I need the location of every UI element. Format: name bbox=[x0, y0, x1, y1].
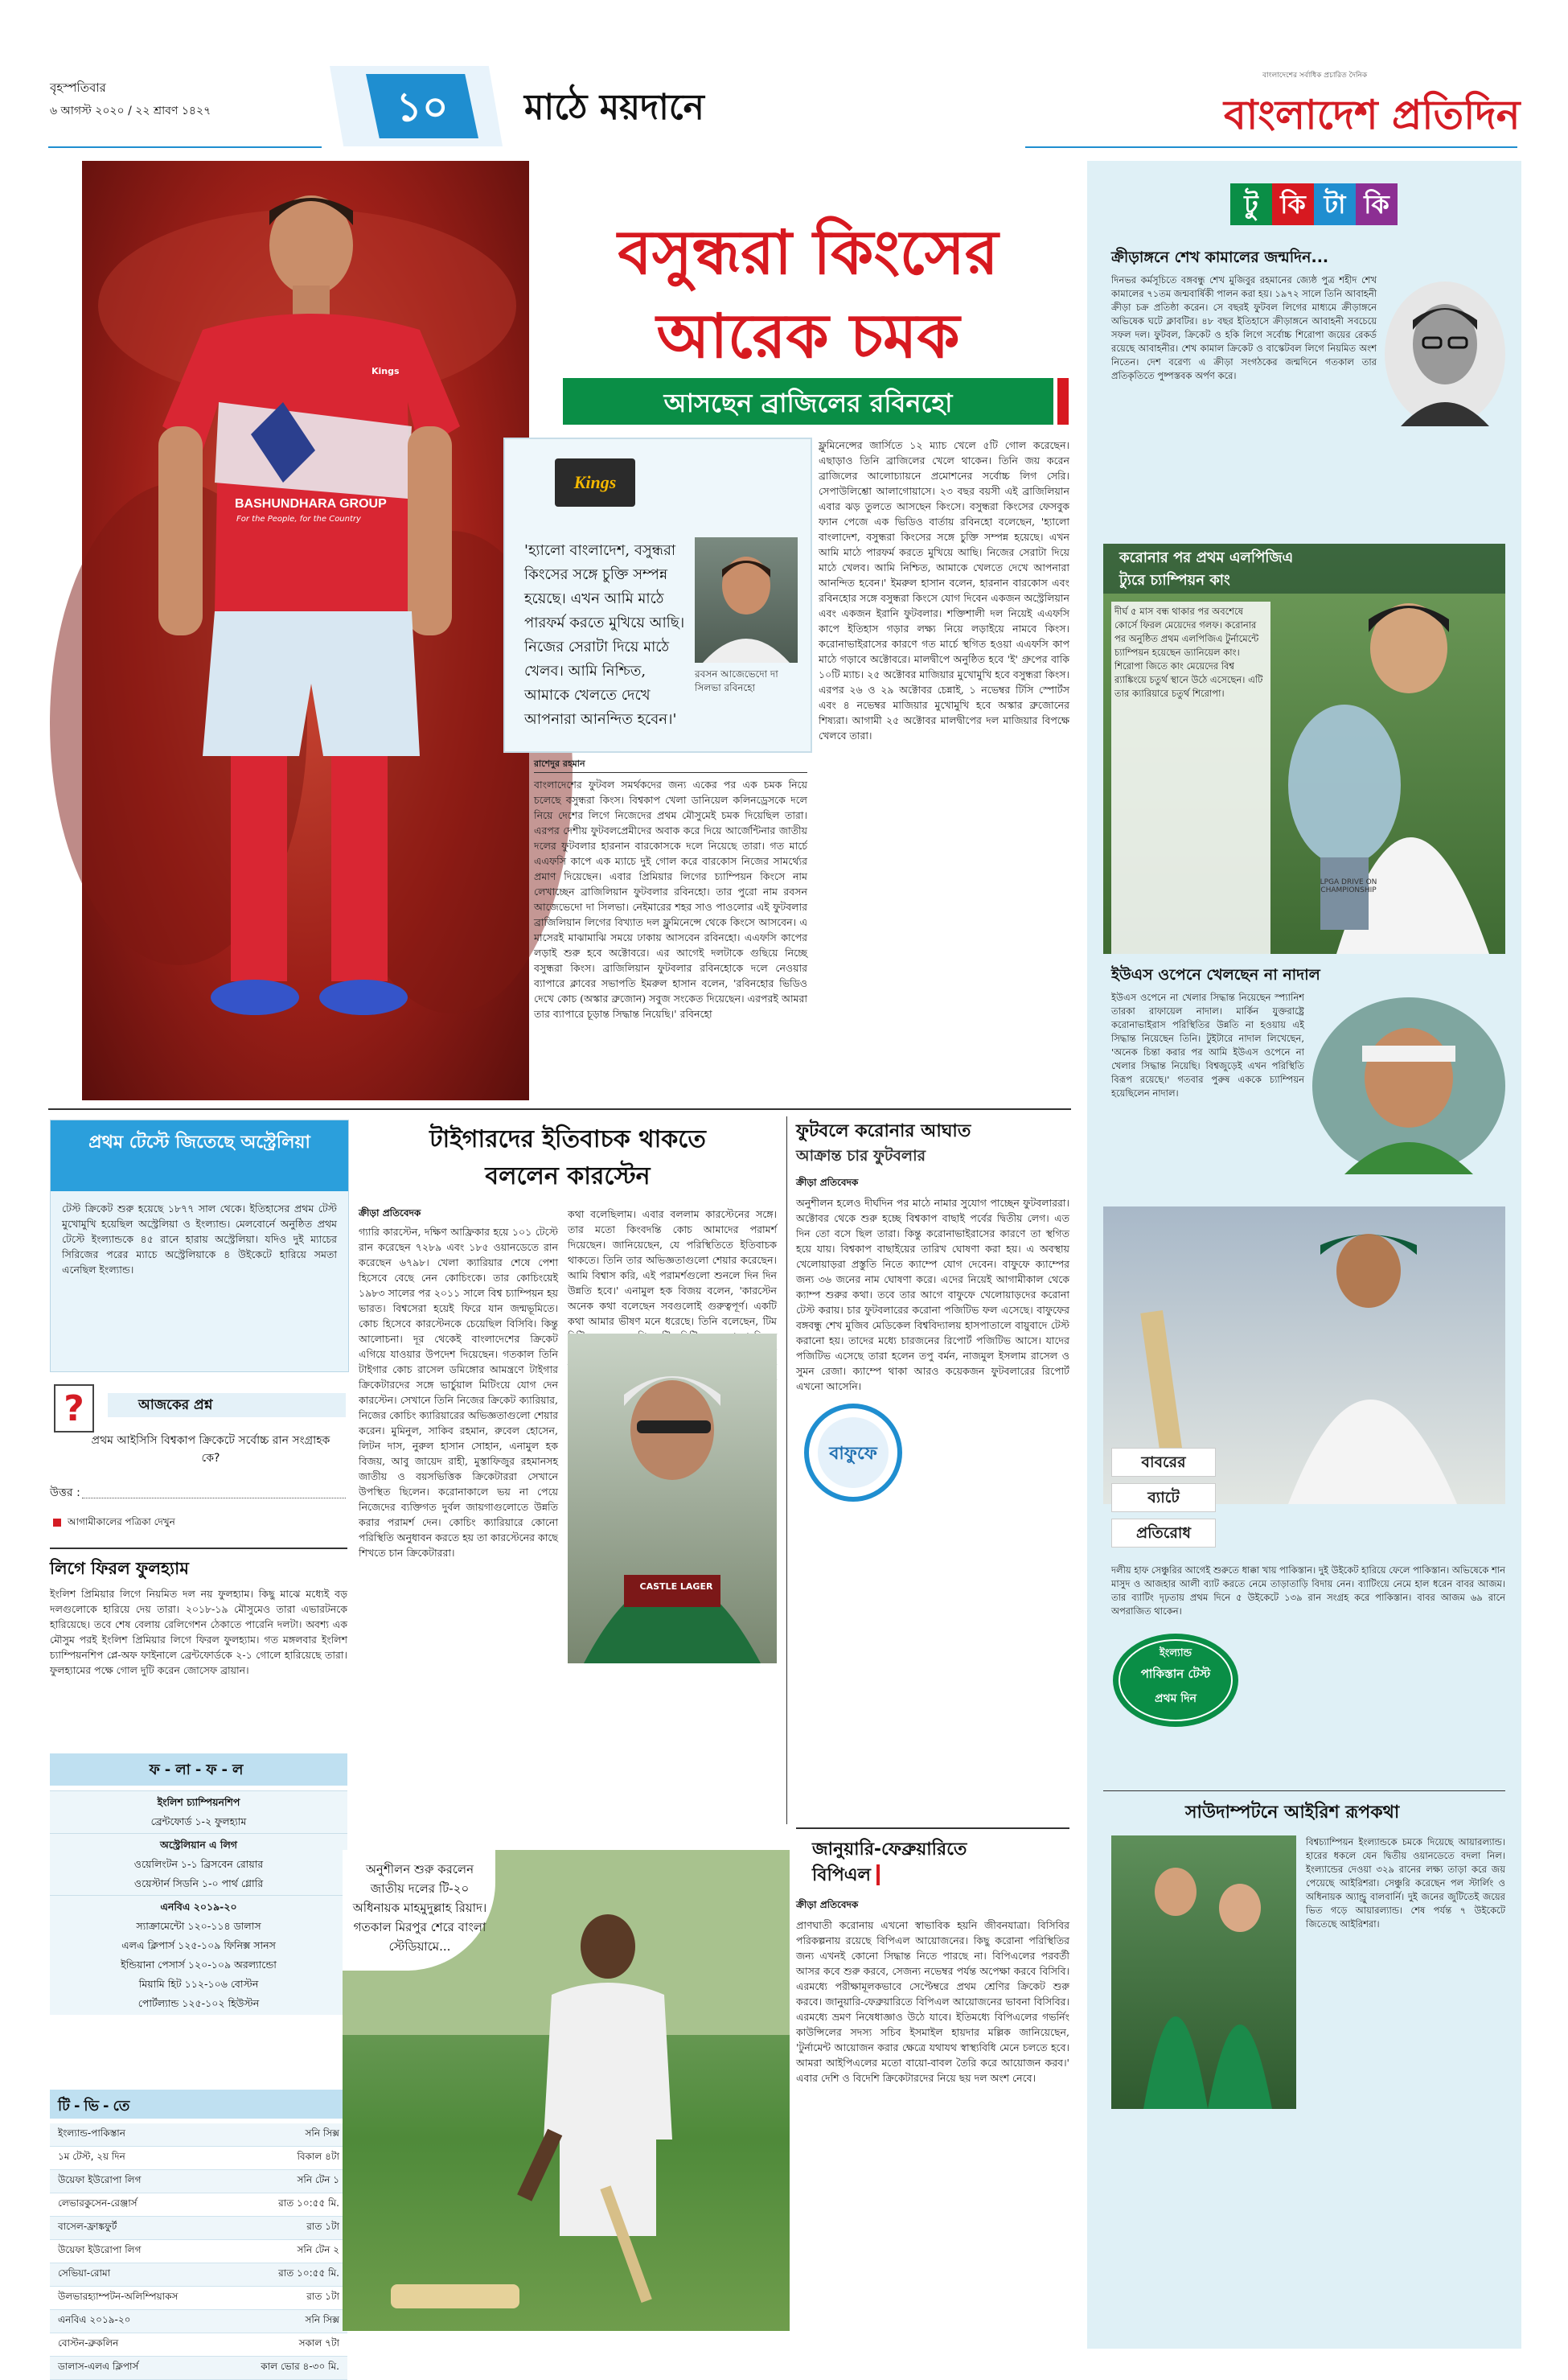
karsten-headline-line-2: বললেন কারস্টেন bbox=[485, 1162, 651, 1190]
portrait-illustration bbox=[1385, 282, 1505, 426]
tv-title: টি-ভি-তে bbox=[58, 2098, 134, 2115]
lead-column-1: বাংলাদেশের ফুটবল সমর্থকদের জন্য একের পর এক চমক নিয়ে চলেছে বসুন্ধরা কিংস। বিশ্বকাপ খেলা ডানিয়েল কলিনড্রেসকে দলে নিয়ে দেশের লিগে নিজেদের প্রথম মৌসুমেই চমক দিয়েছিল তারা। এরপর দেশীয় ফুটবলপ্রেমীদের অবাক করে দিয়ে আর্জেন্টিনার জাতীয় দলের ফুটবলার হারনান বারকোসকে দলে নিয়েছে তারা। গত মার্চে এএফসি কাপে এক ম্যাচে দুই গোল করে বারকোস নিজের সামর্থ্যের প্রমাণ দিয়েছেন। এবার প্রিমিয়ার লিগের চ্যাম্পিয়ন কিংসে নাম লেখাচ্ছেন ব্রাজিলিয়ান ফুটবলার রবিনহো। তার পুরো নাম রবসন আজেভেদো দা সিলভা। নেইমারের শহর সাও পাওলোর এই ফুটবলার ব্রাজিলিয়ান লিগের বিখ্যাত দল ফ্লুমিনেন্সে থেকে কিংসে আসবেন। এ মাসেরই মাঝামাঝি সময়ে ঢাকায় আসবেন রবিনহো। এএফসি কাপের লড়াই শুরু হবে অক্টোবরে। এর আগেই দলটাকে গুছিয়ে নিচ্ছে বসুন্ধরা কিংস। ব্রাজিলিয়ান ফুটবলার রবিনহোকে দলে নেওয়ার ব্যাপারে ক্লাবের সভাপতি ইমরুল হাসান বলেন, 'রবিনহোর ভিডিও দেখে কোচ (অস্কার ব্রুজোন) সবুজ সংকেত দিয়েছেন। এরপরই আমরা তার ব্যাপারে চূড়ান্ত সিদ্ধান্ত নিয়েছি।' রবিনহো bbox=[534, 779, 807, 1020]
tv-row bbox=[50, 2147, 347, 2170]
tiki-letter-1: টু bbox=[1230, 183, 1272, 225]
results-line: স্যাক্রামেন্টো ১২০-১১৪ ডালাস bbox=[136, 1920, 261, 1932]
bpl-accent bbox=[876, 1864, 880, 1885]
tv-channel: রাত ১টা bbox=[306, 2221, 339, 2232]
babar-label-3: প্রতিরোধ bbox=[1111, 1519, 1216, 1548]
tv-event: উয়েফা ইউরোপা লিগ bbox=[58, 2244, 142, 2255]
sponsor-text: CASTLE LAGER bbox=[639, 1581, 713, 1592]
karsten-headline-line-1: টাইগারদের ইতিবাচক থাকতে bbox=[429, 1125, 706, 1153]
headshot-caption: রবসন আজেভেদো দা সিলভা রবিনহো bbox=[695, 668, 778, 693]
header-rule bbox=[1025, 146, 1517, 148]
robinho-photo bbox=[82, 161, 529, 1100]
tv-event: ডালাস-এলএ ক্লিপার্স bbox=[58, 2361, 139, 2372]
karsten-headline bbox=[359, 1121, 777, 1195]
tv-channel: সনি টেন ২ bbox=[297, 2244, 339, 2255]
vertical-rule bbox=[786, 1116, 787, 1824]
lpga-title bbox=[1119, 547, 1293, 592]
babar-body-top: দলীয় হাফ সেঞ্চুরির আগেই শুরুতে ধাক্কা খায় পাকিস্তান। দুই উইকেট হারিয়ে ফেলে পাকিস্তান। অভিষেকে শান মাসুদ ও আজহার আলী ব্যাট করতে নেমে তাড়াতাড়ি বিদায় নেন। ব্যাটিংয়ে নেমে হাল ধরেন বাবর আজম। তার ব্যাটিং দৃঢ়তায় প্রথম দিনে ৫ উইকেটে ১৩৯ রান সংগ্রহ করে পাকিস্তান। বাবর আজম ৬৯ রানে অপরাজিত থাকেন। bbox=[1111, 1564, 1505, 1617]
tv-row bbox=[50, 2217, 347, 2240]
babar-body-side bbox=[1248, 1630, 1505, 1782]
tv-channel: রাত ১০:৫৫ মি. bbox=[278, 2197, 339, 2209]
tv-row bbox=[50, 2123, 347, 2147]
results-line: এলএ ক্লিপার্স ১২৫-১০৯ ফিনিক্স সানস bbox=[121, 1939, 276, 1951]
southampton-title: সাউদাম্পটনে আইরিশ রূপকথা bbox=[1185, 1802, 1400, 1823]
question-title: আজকের প্রশ্ন bbox=[138, 1397, 213, 1413]
headline-line-1: বসুন্ধরা কিংসের bbox=[618, 216, 999, 288]
tv-event: বোস্টন-ব্রুকলিন bbox=[58, 2337, 119, 2349]
karsten-column-2a: কথা বলেছিলাম। এবার বললাম কারস্টেনের সঙ্গে। তার মতো কিংবদন্তি কোচ আমাদের পরামর্শ দিয়েছেন। জানিয়েছেন, যে পরিস্থিতিতে ইতিবাচক থাকতে। তিনি তার অভিজ্ঞতাগুলো শেয়ার করেছেন। আমি বিশ্বাস করি, এই পরামর্শগুলো শুনলে দিন দিন উন্নতি হবে।' এনামুল হক বিজয় বলেন, 'কারস্টেন অনেক কথা বলেছেন সবগুলোই গুরুত্বপূর্ণ। একটি কথা আমার ভীষণ মনে ধরেছে। তিনি বলেছেন, টিম bbox=[568, 1208, 777, 1327]
tv-row bbox=[50, 2193, 347, 2217]
tv-event: উয়েফা ইউরোপা লিগ bbox=[58, 2174, 142, 2185]
robinho-headshot bbox=[695, 537, 798, 663]
tv-row bbox=[50, 2170, 347, 2193]
results-title: ফ-লা-ফ-ল bbox=[149, 1761, 248, 1778]
brand-logo[interactable]: বাংলাদেশ প্রতিদিন bbox=[1224, 91, 1521, 138]
lpga-title-line-2: ট্যুরে চ্যাম্পিয়ন কাং bbox=[1119, 572, 1230, 589]
kings-logo-text: Kings bbox=[573, 472, 617, 492]
question-mark-icon bbox=[50, 1380, 98, 1437]
bpl-headline bbox=[812, 1837, 967, 1889]
section-title: মাঠে ময়দানে bbox=[524, 87, 704, 128]
lead-byline: রাশেদুর রহমান bbox=[534, 758, 585, 769]
southampton-body: বিশ্বচ্যাম্পিয়ন ইংল্যান্ডকে চমকে দিয়েছে আয়ারল্যান্ড। হারের ধকলে যেন দ্বিতীয় ওয়ানডেতে বদলা নিল। ইংল্যান্ডের দেওয়া ৩২৯ রানের লক্ষ্য তাড়া করে জয় পেয়েছে আইরিশরা। সেঞ্চুরি করেছেন পল স্টার্লিং ও অধিনায়ক অ্যান্ড্রু বালবার্নি। দুই জনের জুটিতেই জয়ের ভিত গড়ে আয়ারল্যান্ড। শেষ পর্যন্ত ৭ উইকেটে জিতেছে আইরিশরা। bbox=[1306, 1836, 1505, 1930]
babar-label-2: ব্যাটে bbox=[1111, 1483, 1216, 1512]
results-line: মিয়ামি হিট ১১২-১০৬ বোস্টন bbox=[138, 1978, 259, 1990]
tv-event: ১ম টেস্ট, ২য় দিন bbox=[58, 2151, 125, 2162]
tv-row bbox=[50, 2357, 347, 2380]
tiki-letter-4: কি bbox=[1356, 183, 1398, 225]
corona-byline: ক্রীড়া প্রতিবেদক bbox=[796, 1177, 859, 1188]
question-note: আগামীকালের পত্রিকা দেখুন bbox=[68, 1516, 175, 1527]
lead-headline bbox=[547, 211, 1069, 378]
trophy-plate: LPGA DRIVE ON CHAMPIONSHIP bbox=[1320, 878, 1377, 894]
cricket-title: প্রথম টেস্টে জিতেছে অস্ট্রেলিয়া bbox=[88, 1132, 310, 1153]
kamal-body: দিনভর কর্মসূচিতে বঙ্গবন্ধু শেখ মুজিবুর রহমানের জ্যেষ্ঠ পুত্র শহীদ শেখ কামালের ৭১তম জন্মবার্ষিকী পালন করা হয়। ১৯৭২ সালে তিনি আবাহনী ক্রীড়া চক্র প্রতিষ্ঠা করেন। সে বছরই ফুটবল লিগের মাধ্যমে ক্রীড়াঙ্গনে অভিষেক ঘটে ক্লাবটির। ৪৮ বছর ইতিহাসে ক্রীড়াঙ্গনে আবাহনী সবচেয়ে সফল দল। ফুটবল, ক্রিকেট ও হকি লিগে সর্বোচ্চ শিরোপা জয়ের রেকর্ড রয়েছে আবাহনীর। শেখ কামাল ক্রিকেট ও বাস্কেটবল লিগে নিয়মিত অংশ নিতেন। দেশ বরেণ্য এ ক্রীড়া সংগঠকের জন্মদিনে গতকাল তার প্রতিকৃতিতে পুষ্পস্তবক অর্পণ করে। bbox=[1111, 274, 1377, 381]
cricket-history-box bbox=[50, 1120, 349, 1372]
lpga-title-line-1: করোনার পর প্রথম এলপিজিএ bbox=[1119, 549, 1294, 566]
tv-channel: সনি সিক্স bbox=[305, 2127, 339, 2139]
corona-headline bbox=[796, 1120, 1069, 1168]
header-rule-left bbox=[48, 146, 322, 148]
tv-event: ইংল্যান্ড-পাকিস্তান bbox=[58, 2127, 125, 2139]
bpl-byline: ক্রীড়া প্রতিবেদক bbox=[796, 1899, 859, 1910]
results-group-heading: অস্ট্রেলিয়ান এ লিগ bbox=[50, 1833, 347, 1856]
lead-subhead: আসছেন ব্রাজিলের রবিনহো bbox=[663, 388, 953, 418]
results-line: ওয়েস্টার্ন সিডনি ১-০ পার্থ গ্লোরি bbox=[133, 1877, 264, 1889]
svg-text:?: ? bbox=[64, 1388, 84, 1429]
kings-logo bbox=[555, 458, 635, 507]
tv-row bbox=[50, 2240, 347, 2263]
corona-body: অনুশীলন হলেও দীর্ঘদিন পর মাঠে নামার সুযোগ পাচ্ছেন ফুটবলাররা। অক্টোবর থেকে শুরু হচ্ছে বিশ্বকাপ বাছাই পর্বের দ্বিতীয় লেগ। এত দিন তো বসে ছিল তারা। কিন্তু করোনাভাইরাসের কারণে তা স্থগিত হয়ে যায়। বিশ্বকাপ বাছাইয়ের তারিখ ঘোষণা করা হয়। এ অবস্থায় খেলোয়াড়রা প্রস্তুতি নিতে ক্যাম্পে যোগ দেবেন। বাফুফে ক্যাম্পের জন্য ৩৬ জনের নাম ঘোষণা করে। এদের নিয়েই আগামীকাল থেকে ক্যাম্প শুরুর কথা। তবে তার আগে বাফুফে খেলোয়াড়দের করোনা টেস্ট করায়। চার ফুটবলারের করোনা পজিটিভ ফল এসেছে। বাফুফের বঙ্গবন্ধু শেখ মুজিব মেডিকেল বিশ্ববিদ্যালয় হাসপাতালে বায়ুবাদে টেস্ট করানো হয়। তাদের মধ্যে চারজনের রিপোর্ট পজিটিভ আসে। যাদের পজিটিভ এসেছে তারা হলেন তপু বর্মন, নাজমুল ইসলাম রাসেল ও সুমন রেজা। ক্যাম্পে থাকা আরও কয়েকজন ফুটবলারের রিপোর্ট এখনো আসেনি। bbox=[796, 1197, 1069, 1392]
tv-row bbox=[50, 2287, 347, 2310]
babar-label bbox=[1111, 1448, 1216, 1548]
karsten-column-1: গ্যারি কারস্টেন, দক্ষিণ আফ্রিকার হয়ে ১০১ টেস্টে রান করেছেন ৭২৮৯ এবং ১৮৫ ওয়ানডেতে রান করেছেন ৬৭৯৮। খেলা ক্যারিয়ার শেষে পেশা হিসেবে বেছে নেন কোচিংকে। তার কোচিংয়েই ১৯৮৩ সালের পর ২০১১ সালে বিশ্ব চ্যাম্পিয়ন হয় ভারত। বিশ্বসেরা হয়েই ফিরে যান জন্মভূমিতে। কোচ হিসেবে কারস্টেনকে চেয়েছিল বিসিবি। কিন্তু আলোচনা। দূর থেকেই বাংলাদেশের ক্রিকেট এগিয়ে যাওয়ার উপদেশ দিয়েছেন। গতকাল তিনি টাইগার কোচ রাসেল ডমিঙ্গোর আমন্ত্রণে টাইগার ক্রিকেটারদের সঙ্গে ভার্চুয়াল মিটিংয়ে যোগ দেন কারস্টেন। সেখানে তিনি নিজের ক্রিকেট ক্যারিয়ার, নিজের কোচিং ক্যারিয়ারের অভিজ্ঞতাগুলো শেয়ার করেন। মুমিনুল, সাকিব রহমান, রুবেল হোসেন, লিটন দাস, নুরুল হাসান সোহান, এনামুল হক বিজয়, আবু জায়েদ রাহী, মুস্তাফিজুর রহমানসহ জাতীয় ও বয়সভিত্তিক ক্রিকেটাররা সেখানে উপস্থিত ছিলেন। করোনাকালে ভয় না পেয়ে নিজেদের ব্যক্তিগত দুর্বল জায়গাগুলোতে উন্নতি করার পরামর্শ দেন। কোচিং ক্যারিয়ারে কোনো পরিস্থিতি অনুধাবন করতে হয় তা কারস্টেনের কাছে শিখতে চান ক্রিকেটাররা। bbox=[359, 1226, 558, 1559]
karsten-photo bbox=[568, 1334, 777, 1663]
note-bullet-icon bbox=[53, 1519, 61, 1527]
tv-event: লেভারকুসেন-রেঞ্জার্স bbox=[58, 2197, 138, 2209]
test-badge-line-3: প্রথম দিন bbox=[1155, 1692, 1197, 1705]
headline-line-2: আরেক চমক bbox=[656, 300, 960, 372]
southampton-rule bbox=[1103, 1790, 1505, 1791]
section-divider bbox=[48, 1108, 1071, 1110]
jersey-slogan: For the People, for the Country bbox=[236, 515, 361, 524]
headshot-illustration bbox=[695, 537, 798, 663]
results-list bbox=[50, 1790, 347, 2015]
left-divider-1 bbox=[50, 1548, 347, 1549]
nadal-illustration bbox=[1312, 997, 1505, 1174]
kamal-title: ক্রীড়াঙ্গনে শেখ কামালের জন্মদিন... bbox=[1111, 249, 1329, 266]
tv-channel: সকাল ৭টা bbox=[298, 2337, 339, 2349]
brand-tagline: বাংলাদেশের সর্বাধিক প্রচারিত দৈনিক bbox=[1262, 72, 1368, 80]
riyad-caption: অনুশীলন শুরু করলেন জাতীয় দলের টি-২০ অধিনায়ক মাহমুদুল্লাহ রিয়াদ। গতকাল মিরপুর শেরে বাংলা স্টেডিয়ামে... bbox=[352, 1862, 487, 1954]
question-text: প্রথম আইসিসি বিশ্বকাপ ক্রিকেটে সর্বোচ্চ রান সংগ্রাহক কে? bbox=[91, 1434, 330, 1465]
tv-channel: রাত ১টা bbox=[306, 2291, 339, 2302]
robinho-quote: 'হ্যালো বাংলাদেশ, বসুন্ধরা কিংসের সঙ্গে চুক্তি সম্পন্ন হয়েছে। এখন আমি মাঠে পারফর্ম করতে মুখিয়ে আছি। নিজের সেরাটা দিয়ে মাঠে খেলব। আমি নিশ্চিত, আমাকে খেলতে দেখে আপনারা আনন্দিত হবেন।' bbox=[524, 542, 685, 728]
quote-box bbox=[503, 438, 812, 753]
jersey-badge: Kings bbox=[371, 366, 400, 376]
results-line: ইন্ডিয়ানা পেসার্স ১২০-১০৯ অরল্যান্ডো bbox=[121, 1959, 277, 1971]
tv-channel: সনি সিক্স bbox=[305, 2314, 339, 2325]
tv-event: এনবিএ ২০১৯-২০ bbox=[58, 2314, 131, 2325]
tiki-letter-3: টা bbox=[1314, 183, 1356, 225]
tv-event: উলভারহ্যাম্পটন-অলিম্পিয়াকস bbox=[58, 2291, 179, 2302]
tv-row bbox=[50, 2263, 347, 2287]
babar-label-1: বাবরের bbox=[1111, 1448, 1216, 1477]
results-line: ওয়েলিংটন ১-১ ব্রিসবেন রোয়ার bbox=[133, 1858, 264, 1870]
results-group-heading: ইংলিশ চ্যাম্পিয়নশিপ bbox=[50, 1790, 347, 1814]
corona-headline-line-2: আক্রান্ত চার ফুটবলার bbox=[796, 1147, 926, 1165]
results-line: ব্রেন্টফোর্ড ১-২ ফুলহ্যাম bbox=[150, 1815, 247, 1827]
lead-column-2: ফ্লুমিনেন্সের জার্সিতে ১২ ম্যাচ খেলে ৫টি গোল করেছেন। এছাড়াও তিনি ব্রাজিলের খেলে থাকেন। তিনি জয় করেন ব্রাজিলের আলোচ্যায়নে প্রমোশনের সর্বোচ্চ লিগ সেরি। সেপাউলিশ্তো আলাগোয়াসে। ২৩ বছর বয়সী এই ব্রাজিলিয়ান এবার ঝড় তুলতে আসছেন কিংসে। বসুন্ধরা কিংসের ফেসবুক ফ্যান পেজে এক ভিডিও বার্তায় রবিনহো বলেছেন, 'হ্যালো বাংলাদেশ, বসুন্ধরা কিংসের সঙ্গে চুক্তি সম্পন্ন হয়েছে। এখন আমি মাঠে পারফর্ম করতে মুখিয়ে আছি। নিজের সেরাটা দিয়ে মাঠে খেলব। আমি নিশ্চিত, আমাকে খেলতে দেখে আপনারা আনন্দিত হবেন।' ইমরুল হাসান বলেন, হারনান বারকোস এবং রবিনহোর সঙ্গে বসুন্ধরা কিংসে যোগ দিবেন একজন অস্ট্রেলিয়ান এবং একজন ইরানি ফুটবলার। শক্তিশালী দল নিয়েই এএফসি কাপে ইতিহাস গড়ার লক্ষ্য নিয়ে লড়াইয়ে নামবে কিংস। করোনাভাইরাসের কারণে গত মার্চে স্থগিত হওয়া এএফসি কাপ মাঠে গড়াবে অক্টোবরে। মালদ্বীপে অনুষ্ঠিত হবে 'ই' গ্রুপের বাকি ১০টি ম্যাচ। ২৫ অক্টোবর মাজিয়ার মুখোমুখি হবে বসুন্ধরা কিংস। এরপর ২৬ ও ২৯ অক্টোবর চেন্নাই, ১ নভেম্বর টিসি স্পোর্টস এবং ৪ নভেম্বর মাজিয়ার মুখোমুখি হবে অস্কার ব্রুজোনের শিষ্যরা। আগামী ২৫ অক্টোবর মালদ্বীপের দল মাজিয়ার বিপক্ষে খেলবে তারা। bbox=[819, 439, 1069, 742]
ireland-photo bbox=[1111, 1835, 1296, 2109]
results-line: পোর্টল্যান্ড ১২৫-১০২ হিউস্টন bbox=[138, 1997, 260, 2009]
tiki-letter-2: কি bbox=[1272, 183, 1314, 225]
bpl-headline-line-2: বিপিএল bbox=[812, 1865, 871, 1885]
nadal-body: ইউএস ওপেনে না খেলার সিদ্ধান্ত নিয়েছেন স্প্যানিশ তারকা রাফায়েল নাদাল। মার্কিন যুক্তরাষ্ট্রে করোনাভাইরাস পরিস্থিতির উন্নতি না হওয়ায় এই সিদ্ধান্ত নিয়েছেন তিনি। টুইটারে নাদাল লিখেছেন, 'অনেক চিন্তা করার পর আমি ইউএস ওপেনে না খেলার সিদ্ধান্ত নিয়েছি। বিশ্বজুড়েই এখন পরিস্থিতি বিরূপ রয়েছে।' গতবার পুরুষ এককে চ্যাম্পিয়ন হয়েছিলেন নাদাল। bbox=[1111, 992, 1304, 1099]
ireland-illustration bbox=[1111, 1835, 1296, 2109]
header-day: বৃহস্পতিবার bbox=[50, 80, 106, 95]
answer-label: উত্তর : bbox=[50, 1486, 80, 1499]
tv-channel: সনি টেন ১ bbox=[297, 2174, 339, 2185]
bpl-body: প্রাণঘাতী করোনায় এখনো স্বাভাবিক হয়নি জীবনযাত্রা। বিসিবির পরিকল্পনায় রয়েছে বিপিএল আয়োজনের। কিছু করোনা পরিস্থিতির জন্য এখনই কোনো সিদ্ধান্ত নিতে পারছে না। বিপিএলের পরবর্তী আসর কবে শুরু করবে, সেজন্য নভেম্বর পর্যন্ত অপেক্ষা করবে বিসিবি। এরমধ্যে পরীক্ষামূলকভাবে সেপ্টেম্বরে প্রথম শ্রেণির ক্রিকেট শুরু করবে। জানুয়ারি-ফেব্রুয়ারিতে বিপিএল আয়োজনের ভাবনা বিসিবির। এরমধ্যে ভ্রমণ নিষেধাজ্ঞাও উঠে যাবে। ইতিমধ্যে বিপিএলের গভর্নিং কাউন্সিলের সদস্য সচিব ইসমাইল হায়দার মল্লিক জানিয়েছেন, 'টুর্নামেন্ট আয়োজন করার ক্ষেত্রে যথাযথ স্বাস্থ্যবিধি মেনে চলতে হবে। আমরা আইপিএলের মতো বায়ো-বাবল তৈরি করে আয়োজন করব।' এবার দেশি ও বিদেশি ক্রিকেটারদের নিয়ে ছয় দল অংশ নেবে। bbox=[796, 1919, 1069, 2084]
tv-channel: কাল ভোর ৪-৩০ মি. bbox=[261, 2361, 339, 2372]
bpl-rule bbox=[796, 1827, 1069, 1829]
riyad-photo bbox=[343, 1850, 790, 2331]
bff-logo-text: বাফুফে bbox=[829, 1444, 877, 1464]
tv-row bbox=[50, 2310, 347, 2333]
byline-rule bbox=[534, 772, 807, 773]
nadal-title: ইউএস ওপেনে খেলছেন না নাদাল bbox=[1111, 966, 1320, 984]
bff-logo bbox=[801, 1396, 905, 1509]
results-group-heading: এনবিএ ২০১৯-২০ bbox=[50, 1895, 347, 1918]
tv-row bbox=[50, 2333, 347, 2357]
coach-illustration bbox=[568, 1334, 777, 1663]
tv-event: সেভিয়া-রোমা bbox=[58, 2267, 111, 2279]
lpga-body: দীর্ঘ ৫ মাস বন্ধ থাকার পর অবশেষে কোর্সে ফিরল মেয়েদের গলফ। করোনার পর অনুষ্ঠিত প্রথম এলপিজিএ টুর্নামেন্টে চ্যাম্পিয়ন হয়েছেন ড্যানিয়েল কাং। শিরোপা জিতে কাং মেয়েদের বিশ্ব র‍্যাঙ্কিংয়ে চতুর্থ স্থানে উঠে এসেছেন। এটি তার ক্যারিয়ারে চতুর্থ শিরোপা। bbox=[1111, 602, 1270, 954]
header-date: ৬ আগস্ট ২০২০ / ২২ শ্রাবণ ১৪২৭ bbox=[50, 105, 211, 117]
bpl-headline-line-1: জানুয়ারি-ফেব্রুয়ারিতে bbox=[812, 1839, 967, 1860]
tv-event: বাসেল-ফ্রাঙ্কফুর্ট bbox=[58, 2221, 117, 2232]
jersey-sponsor: BASHUNDHARA GROUP bbox=[235, 497, 387, 511]
nadal-portrait bbox=[1312, 997, 1505, 1174]
corona-headline-line-1: ফুটবলে করোনার আঘাত bbox=[796, 1121, 971, 1141]
subhead-accent bbox=[1057, 378, 1069, 425]
question-box bbox=[50, 1380, 347, 1541]
tv-schedule bbox=[50, 2123, 347, 2380]
test-badge-line-1: ইংল্যান্ড bbox=[1160, 1647, 1192, 1659]
page-number: ১০ bbox=[396, 84, 449, 130]
fulham-body: ইংলিশ প্রিমিয়ার লিগে নিয়মিত দল নয় ফুলহ্যাম। কিছু মাঝে মধ্যেই বড় দলগুলোকে হারিয়ে দেয় তারা। ২০১৮-১৯ মৌসুমেও তারা এভারটনকে হারিয়েছে। তবে শেষ বেলায় রেলিগেশন ঠেকাতে পারেনি দলটা। অবশ্য এক মৌসুম পরই ইংলিশ প্রিমিয়ার লিগে ফিরল ফুলহ্যাম। গত মঙ্গলবার ইংলিশ চ্যাম্পিয়নশিপ প্লে-অফ ফাইনালে ব্রেন্টফোর্ডকে ২-১ গোলে হারিয়েছে তারা। ফুলহ্যামের পক্ষে গোল দুটি করেন জোসেফ ব্রায়ান। bbox=[50, 1588, 347, 1676]
karsten-byline: ক্রীড়া প্রতিবেদক bbox=[359, 1207, 421, 1219]
cricket-body: টেস্ট ক্রিকেট শুরু হয়েছে ১৮৭৭ সাল থেকে। ইতিহাসের প্রথম টেস্ট মুখোমুখি হয়েছিল অস্ট্রেলিয়া ও ইংল্যান্ড। মেলবোর্নে অনুষ্ঠিত প্রথম টেস্টে ইংল্যান্ডকে ৪৫ রানে হারায় অস্ট্রেলিয়া। যদিও দুই ম্যাচের সিরিজের পরের ম্যাচে অস্ট্রেলিয়াকে ৪ উইকেটে হারিয়ে সমতা এনেছিল ইংল্যান্ড। bbox=[62, 1202, 337, 1276]
tv-channel: বিকাল ৪টা bbox=[297, 2151, 339, 2162]
player-figure-illustration bbox=[82, 161, 529, 1100]
fulham-title: লিগে ফিরল ফুলহ্যাম bbox=[50, 1559, 189, 1578]
test-badge bbox=[1111, 1630, 1240, 1731]
sheikh-kamal-portrait bbox=[1385, 282, 1505, 426]
test-badge-line-2: পাকিস্তান টেস্ট bbox=[1140, 1667, 1211, 1681]
tv-channel: রাত ১০:৫৫ মি. bbox=[278, 2267, 339, 2279]
